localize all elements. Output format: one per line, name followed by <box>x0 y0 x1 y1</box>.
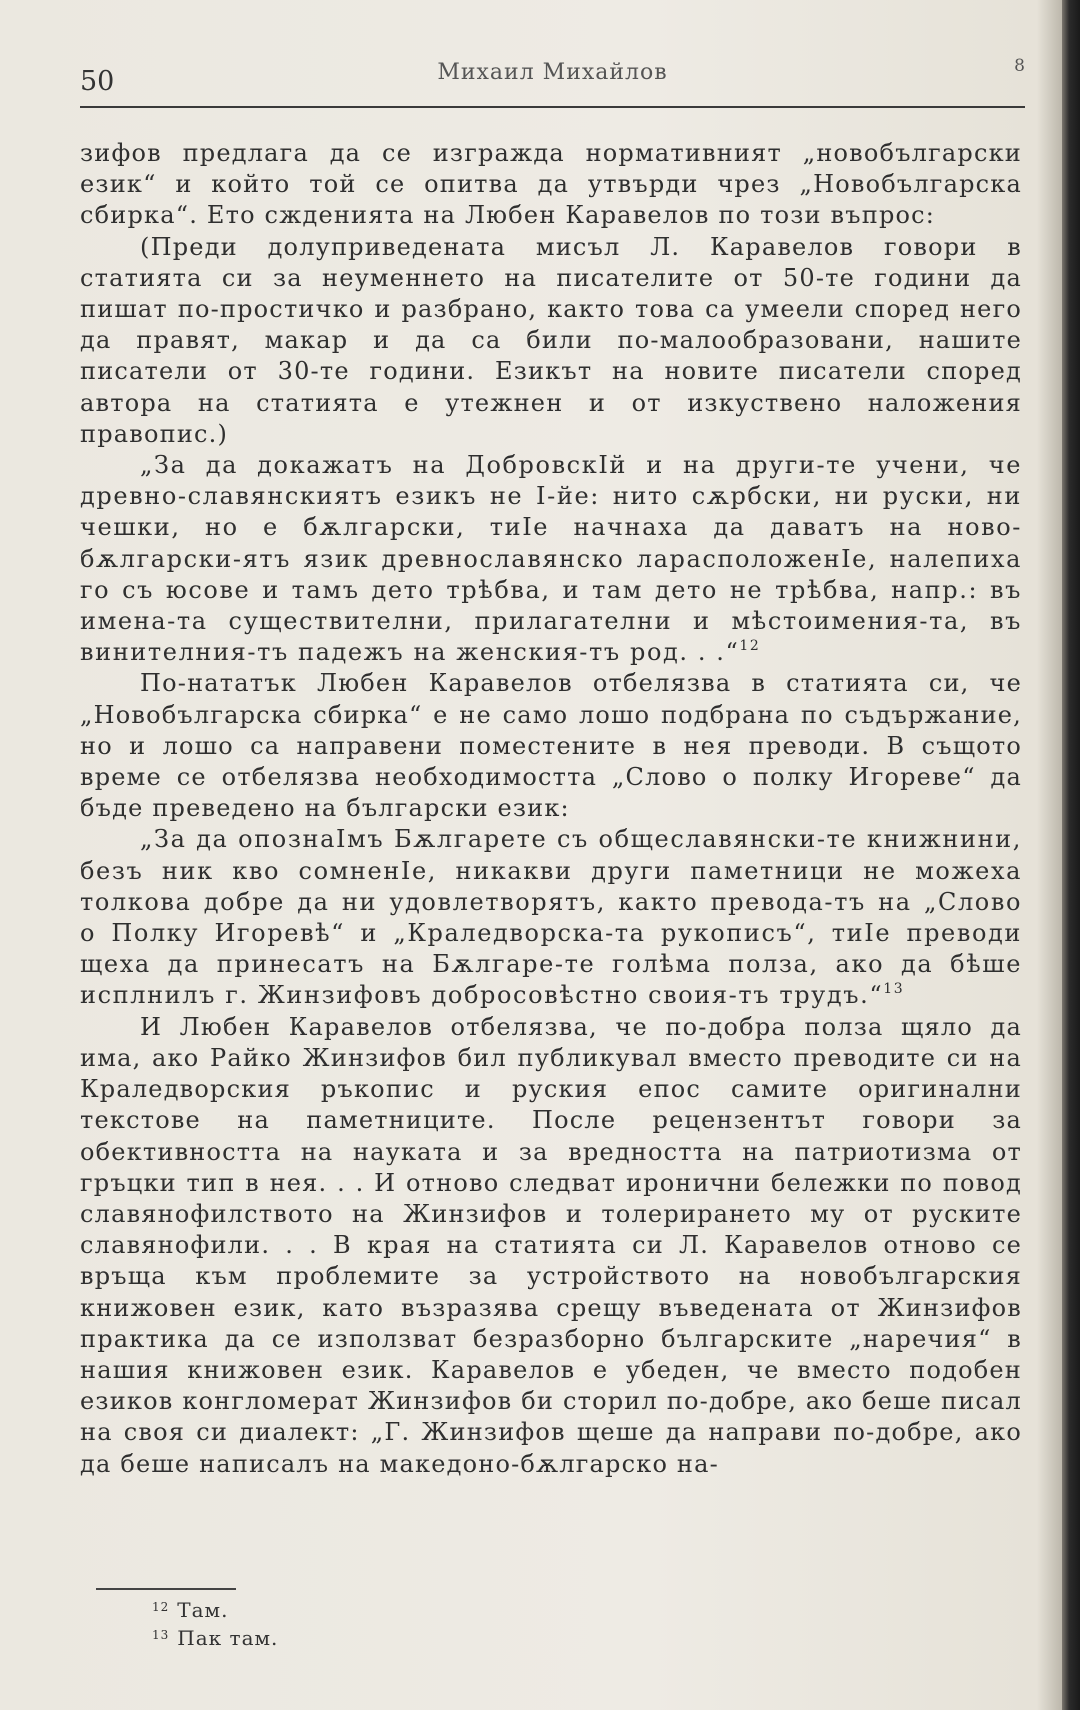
paragraph: зифов предлага да се изгражда нормативният „новобългарски език“ и който той се опитва да утвърди чрез „Новобългарска сбирка“. Ето сжденията на Любен Каравелов по този въпрос: <box>80 139 1022 230</box>
footnote-rule <box>96 1588 236 1590</box>
quotation <box>80 450 1022 668</box>
running-title: Михаил Михайлов <box>437 60 668 85</box>
page-header <box>80 56 1025 104</box>
paragraph: (Преди долуприведената мисъл Л. Каравелов говори в статията си за неуменнето на писателите от 50-те години да пишат по-простичко и разбрано, както това са умеели според него да правят, макар и да са били по-малообразовани, нашите писатели от 30-те години. Езикът на новите писатели според автора на статията е утежнен и от изкуствено наложения правопис.) <box>80 232 1022 448</box>
page-number: 50 <box>80 66 115 97</box>
body-text <box>80 138 1022 1480</box>
header-mark: 8 <box>1014 56 1025 76</box>
footnote-text: Там. <box>177 1598 229 1622</box>
paragraph: И Любен Каравелов отбелязва, че по-добра полза щяло да има, ако Райко Жинзифов бил публикувал вместо преводите си на Краледворския ръкопис и руския епос самите оригинални текстове на паметниците. После рецензентът говори за обективността на науката и за вредността на патриотизма от гръцки тип в нея. . . И отново следват иронични бележки по повод славянофилството на Жинзифов и толерирането му от руските славянофили. . . В края на статията си Л. Каравелов отново се връща към проблемите за устройството на новобългарския книжовен език, като възразява срещу въведената от Жинзифов практика да се използват безразборно българските „наречия“ в нашия книжовен език. Каравелов е убеден, че вместо подобен езиков конгломерат Жинзифов би сторил по-добре, ако беше писал на своя си диалект: „Г. Жинзифов щеше да направи по-добре, ако да беше написалъ на македоно-бѫлгарско на- <box>80 1012 1022 1478</box>
quotation-text: „За да опознаІмъ Бѫлгарете съ общеславянски-те книжнини, безъ ник кво сомненІе, никакви други паметници не можеха толкова добре да ни удовлетворятъ, както превода-тъ на „Слово о Полку Игоревѣ“ и „Краледворска-та рукописъ“, тиІе преводи щеха да принесатъ на Бѫлгаре-те голѣма полза, ако да бѣше исплнилъ г. Жинзифовъ добросовѣстно своия-тъ трудъ.“ <box>80 825 1022 1010</box>
footnote-number: 13 <box>152 1628 170 1642</box>
footnote <box>152 1624 278 1652</box>
footnote-text: Пак там. <box>177 1626 279 1650</box>
quotation-text: „За да докажатъ на ДобровскІй и на други-те учени, че древно-славянскиятъ езикъ не І-йе: нито сѫрбски, ни руски, ни чешки, но е бѫлгарски, тиІе начнаха да даватъ на ново-бѫлгарски-ятъ язик древнославянско ларасположенІе, налепиха го съ юсове и тамъ дето трѣбва, и там дето не трѣбва, напр.: въ имена-та существителни, прилагателни и мѣстоимения-та, въ винителния-тъ падежъ на женския-тъ род. . .“ <box>80 451 1022 667</box>
footnote-number: 12 <box>152 1600 170 1614</box>
footnotes <box>152 1596 278 1652</box>
header-rule <box>80 106 1025 108</box>
footnote <box>152 1596 278 1624</box>
quotation <box>80 824 1022 1011</box>
footnote-ref: 12 <box>739 638 761 655</box>
footnote-ref: 13 <box>883 981 905 998</box>
paragraph: По-нататък Любен Каравелов отбелязва в статията си, че „Новобългарска сбирка“ е не само лошо подбрана по съдържание, но и лошо са направени поместените в нея преводи. В същото време се отбелязва необходимостта „Слово о полку Игореве“ да бъде преведено на български език: <box>80 669 1022 823</box>
book-spine <box>1062 0 1080 1710</box>
